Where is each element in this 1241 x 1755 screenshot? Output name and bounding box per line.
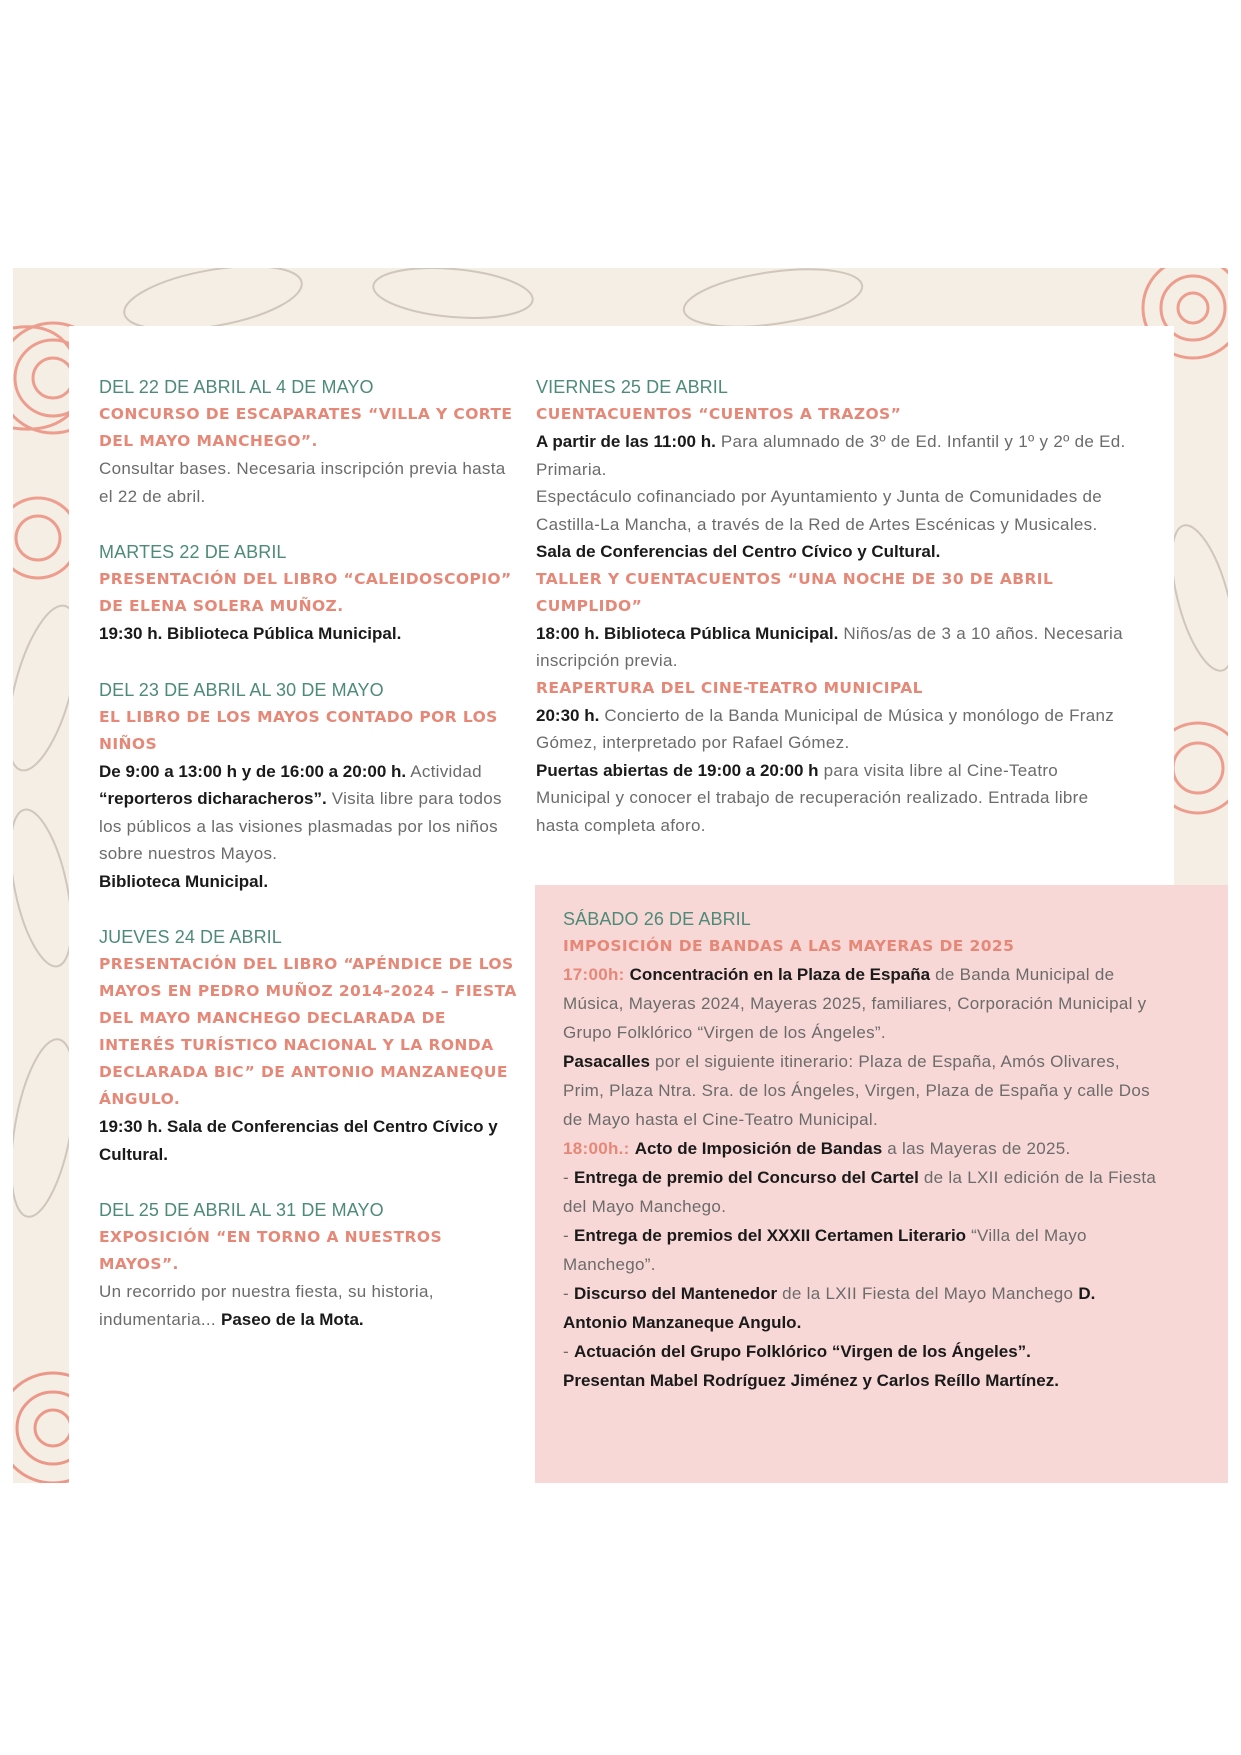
event-time: 20:30 h.	[536, 705, 600, 725]
event-date: DEL 22 DE ABRIL AL 4 DE MAYO	[99, 377, 374, 397]
event-date: JUEVES 24 DE ABRIL	[99, 927, 282, 947]
event-paragraph	[563, 1047, 1163, 1134]
event-title: PRESENTACIÓN DEL LIBRO “CALEIDOSCOPIO” DE ELENA SOLERA MUÑOZ.	[99, 570, 512, 615]
event-activity: “reporteros dicharacheros”.	[99, 789, 327, 808]
event-bold: Pasacalles	[563, 1052, 650, 1071]
event-details	[99, 1278, 519, 1333]
event-time-place: 19:30 h. Sala de Conferencias del Centro Cívico y Cultural.	[99, 1117, 498, 1164]
event-place: Biblioteca Municipal.	[99, 871, 269, 891]
event-details	[99, 1113, 519, 1168]
event-libro-mayos	[99, 676, 519, 896]
event-text: “Villa del Mayo Manchego”.	[563, 1226, 1087, 1274]
event-text: a las Mayeras de 2025.	[887, 1139, 1071, 1158]
list-item	[563, 1163, 1163, 1221]
event-details	[536, 620, 1136, 675]
event-title: TALLER Y CUENTACUENTOS “UNA NOCHE DE 30 DE ABRIL CUMPLIDO”	[536, 569, 1054, 615]
list-item	[563, 1221, 1163, 1279]
event-place: Paseo de la Mota.	[220, 1309, 364, 1329]
event-text: de la LXII edición de la Fiesta del Mayo Manchego.	[563, 1168, 1157, 1216]
event-escaparates	[99, 373, 519, 510]
event-cuentacuentos	[536, 401, 1136, 566]
event-text: para visita libre al Cine-Teatro Municipal y conocer el trabajo de recuperación realizado. Entrada libre hasta completa aforo.	[536, 760, 1089, 835]
event-place: Sala de Conferencias del Centro Cívico y Cultural.	[536, 542, 941, 561]
event-bold: Concentración en la Plaza de España	[629, 965, 931, 984]
event-text: Actividad	[410, 761, 482, 781]
event-date: MARTES 22 DE ABRIL	[99, 542, 287, 562]
event-bold: Entrega de premios del XXXII Certamen Literario	[574, 1226, 967, 1245]
event-taller	[536, 566, 1136, 675]
event-exposicion	[99, 1196, 519, 1333]
event-title: REAPERTURA DEL CINE-TEATRO MUNICIPAL	[536, 678, 923, 697]
event-text: por el siguiente itinerario: Plaza de España, Amós Olivares, Prim, Plaza Ntra. Sra. de los Ángeles, Virgen, Plaza de España y calle Dos de Mayo hasta el Cine-Teatro Municipal.	[563, 1052, 1150, 1129]
event-caleidoscopio	[99, 538, 519, 648]
event-title: EL LIBRO DE LOS MAYOS CONTADO POR LOS NIÑOS	[99, 707, 498, 753]
event-text: Para alumnado de 3º de Ed. Infantil y 1º y 2º de Ed. Primaria.	[536, 432, 1126, 479]
event-time: De 9:00 a 13:00 h y de 16:00 a 20:00 h.	[99, 761, 407, 781]
event-details	[99, 620, 519, 648]
event-time-place: 18:00 h. Biblioteca Pública Municipal.	[536, 623, 839, 643]
event-date: DEL 23 DE ABRIL AL 30 DE MAYO	[99, 679, 384, 700]
event-time-place: 19:30 h. Biblioteca Pública Municipal.	[99, 624, 402, 643]
event-text: Niños/as de 3 a 10 años. Necesaria inscripción previa.	[536, 623, 1123, 670]
event-details	[536, 702, 1136, 840]
event-bold: Actuación del Grupo Folklórico “Virgen de los Ángeles”.	[574, 1342, 1031, 1361]
event-title: CONCURSO DE ESCAPARATES “VILLA Y CORTE DEL MAYO MANCHEGO”.	[99, 405, 513, 450]
event-reapertura	[536, 675, 1136, 840]
event-title: PRESENTACIÓN DEL LIBRO “APÉNDICE DE LOS MAYOS EN PEDRO MUÑOZ 2014-2024 – FIESTA DEL MAYO MANCHEGO DECLARADA DE INTERÉS TURÍSTICO NACIONAL Y LA RONDA DECLARADA BIC” DE ANTONIO MANZANEQUE ÁNGULO.	[99, 955, 517, 1108]
list-item	[563, 1337, 1163, 1366]
presenters: Presentan Mabel Rodríguez Jiménez y Carlos Reíllo Martínez.	[563, 1371, 1059, 1390]
event-details	[536, 428, 1136, 566]
event-time: A partir de las 11:00 h.	[536, 432, 716, 451]
list-dash: -	[563, 1226, 569, 1245]
event-apendice	[99, 923, 519, 1168]
event-time: 18:00h.:	[563, 1139, 630, 1158]
event-bold: Discurso del Mantenedor	[574, 1284, 778, 1303]
list-item	[563, 1279, 1163, 1337]
event-text: Concierto de la Banda Municipal de Música y monólogo de Franz Gómez, interpretado por Rafael Gómez.	[536, 705, 1115, 752]
event-bold: Acto de Imposición de Bandas	[634, 1139, 883, 1158]
list-dash: -	[563, 1168, 569, 1187]
event-bold: Entrega de premio del Concurso del Cartel	[574, 1168, 919, 1187]
event-details	[99, 758, 519, 896]
event-text: Visita libre para todos los públicos a las visiones plasmadas por los niños sobre nuestros Mayos.	[99, 789, 502, 863]
event-paragraph	[563, 960, 1163, 1047]
event-text: de la LXII Fiesta del Mayo Manchego	[782, 1284, 1074, 1303]
event-paragraph	[563, 1134, 1163, 1163]
event-open-hours: Puertas abiertas de 19:00 a 20:00 h	[536, 760, 819, 780]
event-text: de Banda Municipal de Música, Mayeras 2024, Mayeras 2025, familiares, Corporación Municipal y Grupo Folklórico “Virgen de los Ángeles”.	[563, 965, 1147, 1042]
event-date: VIERNES 25 DE ABRIL	[536, 377, 728, 397]
left-column	[99, 373, 519, 1361]
event-text: Un recorrido por nuestra fiesta, su historia, indumentaria...	[99, 1282, 434, 1329]
event-time: 17:00h:	[563, 965, 625, 984]
saturday-column	[563, 905, 1163, 1395]
event-date: DEL 25 DE ABRIL AL 31 DE MAYO	[99, 1200, 384, 1220]
closing-line	[563, 1366, 1163, 1395]
event-title: CUENTACUENTOS “CUENTOS A TRAZOS”	[536, 405, 902, 423]
right-column	[536, 373, 1136, 839]
event-details: Consultar bases. Necesaria inscripción previa hasta el 22 de abril.	[99, 459, 506, 506]
event-text: Espectáculo cofinanciado por Ayuntamiento y Junta de Comunidades de Castilla-La Mancha, a través de la Red de Artes Escénicas y Musicales.	[536, 487, 1103, 534]
event-title: EXPOSICIÓN “EN TORNO A NUESTROS MAYOS”.	[99, 1228, 443, 1273]
event-title: IMPOSICIÓN DE BANDAS A LAS MAYERAS DE 2025	[563, 937, 1015, 955]
list-dash: -	[563, 1342, 569, 1361]
list-dash: -	[563, 1284, 569, 1303]
event-date: SÁBADO 26 DE ABRIL	[563, 909, 751, 929]
event-bold: D. Antonio Manzaneque Angulo.	[563, 1284, 1096, 1332]
